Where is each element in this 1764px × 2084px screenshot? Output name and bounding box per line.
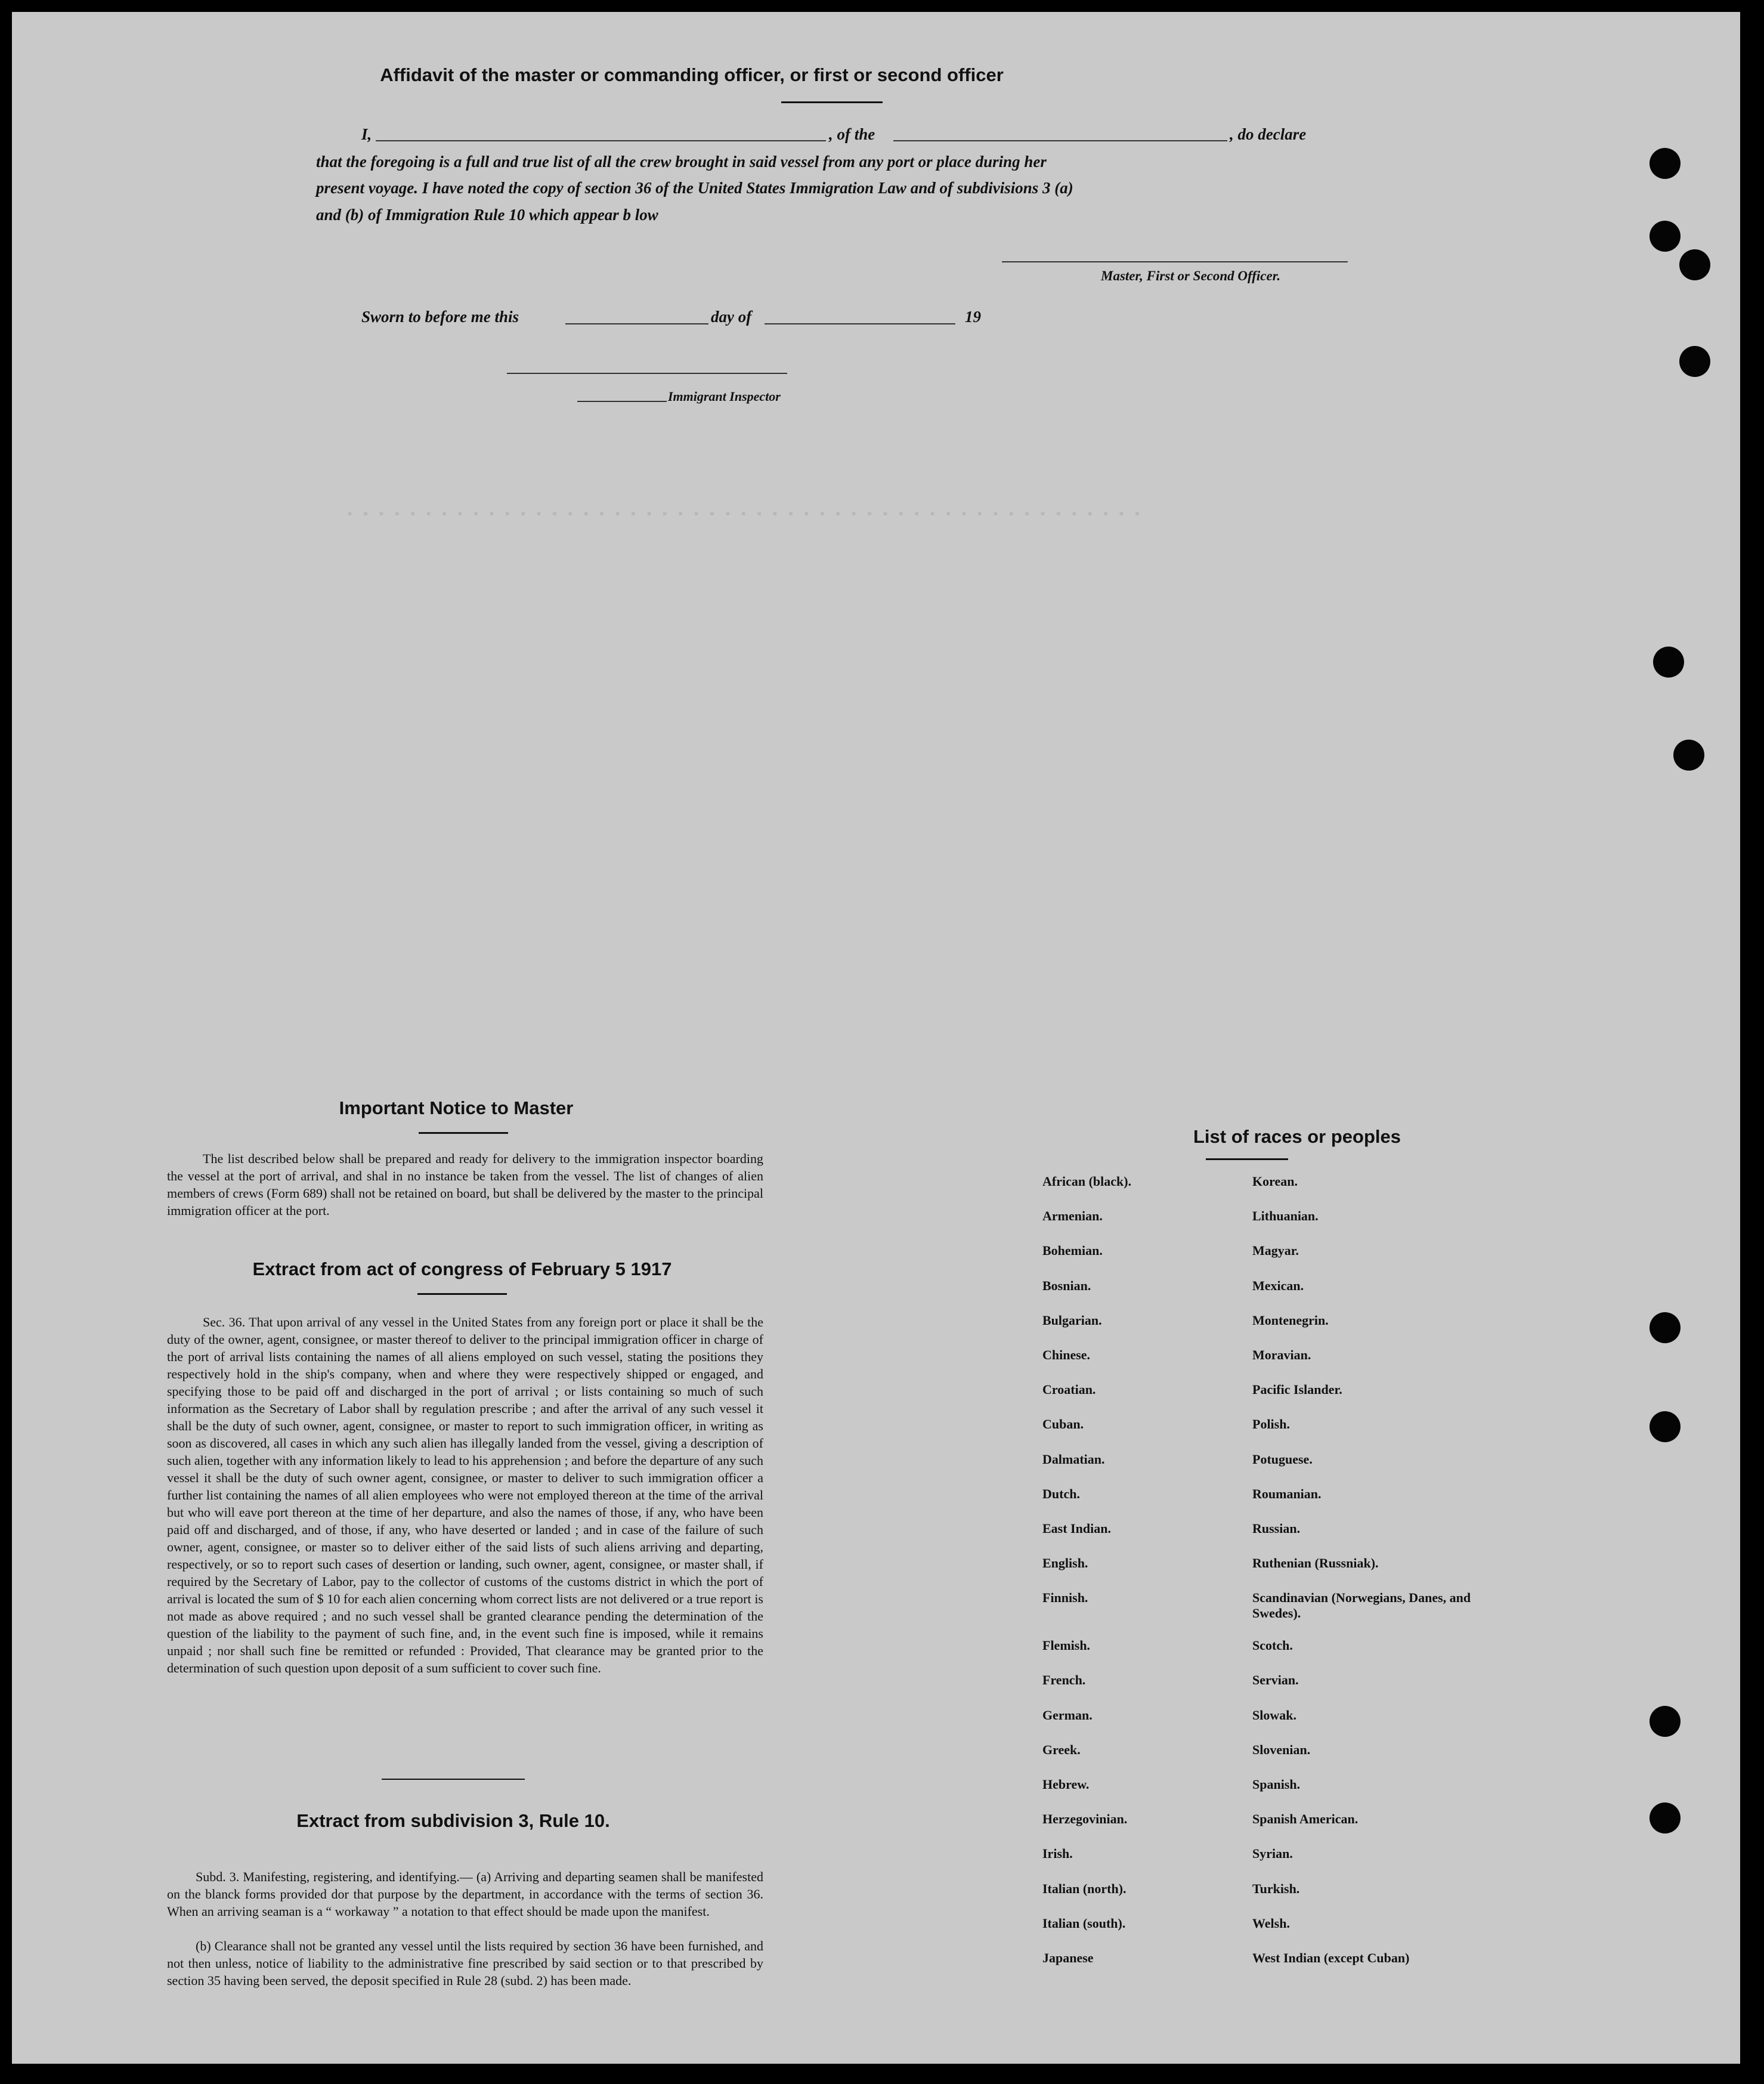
- race-item: French.: [1042, 1672, 1086, 1688]
- race-item: English.: [1042, 1556, 1088, 1571]
- notice-title: Important Notice to Master: [339, 1097, 574, 1118]
- race-item: Turkish.: [1252, 1881, 1300, 1896]
- race-item: Herzegovinian.: [1042, 1811, 1128, 1827]
- master-signature-label: Master, First or Second Officer.: [1101, 268, 1281, 283]
- race-item: Magyar.: [1252, 1243, 1299, 1259]
- affidavit-of-the-label: , of the: [829, 125, 875, 143]
- race-item: Bohemian.: [1042, 1243, 1103, 1259]
- race-item: Italian (south).: [1042, 1915, 1126, 1931]
- rule-extract-text-a: Subd. 3. Manifesting, registering, and identifying.— (a) Arriving and departing seamen shall be manifested on the blanck forms provided dor that purpose by the department, in accordance with the terms of section 36. When an arriving seaman is a “ workaway ” a notation to that effect should be made upon the manifest.: [167, 1869, 763, 1919]
- act-extract-title: Extract from act of congress of February 5 1917: [252, 1259, 672, 1279]
- punch-hole: [1650, 1802, 1681, 1833]
- punch-hole: [1650, 1706, 1681, 1737]
- race-item: Japanese: [1042, 1950, 1094, 1965]
- bleed-through: ▪ ▪ ▪ ▪ ▪ ▪ ▪ ▪ ▪ ▪ ▪ ▪ ▪ ▪ ▪ ▪ ▪ ▪ ▪ ▪ ▪ ▪ ▪ ▪ ▪ ▪ ▪ ▪ ▪ ▪ ▪ ▪ ▪ ▪ ▪ ▪ ▪ ▪ ▪ ▪ ▪ ▪ ▪ ▪ ▪ ▪ ▪ ▪ ▪ ▪ ▪: [346, 507, 1141, 522]
- race-item: Russian.: [1252, 1520, 1301, 1536]
- affidavit-line-3: present voyage. I have noted the copy of section 36 of the United States Immigration Law and of subdivisions 3 (a): [316, 179, 1073, 197]
- race-item: Slovenian.: [1252, 1742, 1311, 1757]
- race-item: West Indian (except Cuban): [1252, 1950, 1410, 1965]
- race-item: Hebrew.: [1042, 1777, 1090, 1792]
- form-page: [12, 12, 1740, 2064]
- race-item: Italian (north).: [1042, 1881, 1127, 1896]
- race-item: Mexican.: [1252, 1278, 1304, 1293]
- race-item: Greek.: [1042, 1742, 1081, 1757]
- race-item: Scotch.: [1252, 1638, 1293, 1653]
- punch-hole: [1679, 249, 1710, 280]
- day-of-label: day of: [711, 308, 752, 326]
- race-item: Finnish.: [1042, 1590, 1088, 1606]
- rule-extract-text-b: (b) Clearance shall not be granted any vessel until the lists required by section 36 have been furnished, and not then unless, notice of liability to the administrative fine prescribed by said section or to that prescribed by section 35 having been served, the deposit specified in Rule 28 (subd. 2) has been made.: [167, 1938, 763, 1988]
- name-blank[interactable]: [376, 140, 826, 141]
- race-item: Dutch.: [1042, 1486, 1080, 1501]
- sworn-day-blank[interactable]: [565, 323, 708, 324]
- race-item: Croatian.: [1042, 1382, 1096, 1397]
- race-item: Korean.: [1252, 1174, 1298, 1189]
- master-signature-line[interactable]: [1002, 261, 1348, 262]
- punch-hole: [1650, 148, 1681, 179]
- race-item: Dalmatian.: [1042, 1451, 1105, 1467]
- race-item: Flemish.: [1042, 1638, 1091, 1653]
- race-item: Spanish.: [1252, 1777, 1301, 1792]
- punch-hole: [1650, 1411, 1681, 1442]
- race-item: Armenian.: [1042, 1208, 1103, 1224]
- race-item: Pacific Islander.: [1252, 1382, 1342, 1397]
- race-item: Spanish American.: [1252, 1811, 1358, 1827]
- section-divider: [382, 1779, 525, 1780]
- notice-text: The list described below shall be prepared and ready for delivery to the immigration inspector boarding the vessel at the port of arrival, and shal in no instance be taken from the vessel. The list of changes of alien members of crews (Form 689) shall not be retained on board, but shall be delivered by the master to the principal immigration officer at the port.: [167, 1151, 763, 1218]
- title-rule: [781, 101, 883, 103]
- race-item: African (black).: [1042, 1174, 1132, 1189]
- race-item: East Indian.: [1042, 1520, 1111, 1536]
- race-item: Roumanian.: [1252, 1486, 1322, 1501]
- affidavit-line-4: and (b) of Immigration Rule 10 which appear b low: [316, 206, 658, 224]
- race-item: Chinese.: [1042, 1347, 1091, 1362]
- race-item: Welsh.: [1252, 1915, 1290, 1931]
- punch-hole: [1650, 1312, 1681, 1343]
- title-rule: [417, 1293, 507, 1295]
- races-left-column: [1042, 1174, 1131, 1985]
- race-item: Moravian.: [1252, 1347, 1311, 1362]
- races-title: List of races or peoples: [1193, 1126, 1401, 1147]
- inspector-label: Immigrant Inspector: [668, 389, 781, 404]
- punch-hole: [1650, 221, 1681, 252]
- race-item: Servian.: [1252, 1672, 1299, 1688]
- sworn-month-blank[interactable]: [765, 323, 955, 324]
- race-item: Polish.: [1252, 1417, 1290, 1432]
- race-item: Montenegrin.: [1252, 1312, 1329, 1328]
- inspector-signature-line[interactable]: [507, 373, 787, 374]
- act-extract-text: Sec. 36. That upon arrival of any vessel in the United States from any foreign port or place it shall be the duty of the owner, agent, consignee, or master thereof to deliver to the principal immigration officer in charge of the port of arrival lists containing the names of all aliens employed on such vessel, stating the positions they respectively hold in the ship's company, when and where they were respectively shipped or engaged, and specifying those to be paid off and discharged in the port of arrival ; or lists containing so much of such information as the Secretary of Labor shall by regulation prescribe ; and after the arrival of any such vessel it shall be the duty of such owner, agent, consignee, or master to report to such immigration officer, in writing as soon as discovered, all cases in which any such alien has illegally landed from the vessel, giving a description of such alien, together with any information likely to lead to his apprehension ; and before the departure of any such vessel it shall be the duty of such owner agent, consignee, or master to deliver to such immigration officer a further list containing the names of all alien employees who were not employed thereon at the time of the arrival but who will eave port thereon at the time of her departure, and also the names of those, if any, who have been paid off and discharged, and of those, if any, who have deserted or landed ; and in case of the failure of such owner, agent, consignee, or master so to deliver either of the said lists of such aliens arriving and departing, respectively, or so to report such cases of desertion or landing, such owner, agent, consignee, or master shall, if required by the Secretary of Labor, pay to the collector of customs of the customs district in which the port of arrival is located the sum of $ 10 for each alien concerning whom correct lists are not delivered or a true report is not made as above required ; and no such vessel shall be granted clearance pending the determination of the question of the liability to the payment of such fine, and, in the event such fine is imposed, while it remains unpaid ; nor shall such fine be remitted or refunded : Provided, That clearance may be granted prior to the determination of such question upon deposit of a sum sufficient to cover such fine.: [167, 1315, 763, 1675]
- race-item: Bosnian.: [1042, 1278, 1091, 1293]
- punch-hole: [1653, 647, 1684, 678]
- rule-extract-title: Extract from subdivision 3, Rule 10.: [296, 1810, 610, 1831]
- race-item: Ruthenian (Russniak).: [1252, 1556, 1379, 1571]
- affidavit-i-label: I,: [361, 125, 372, 143]
- affidavit-declare-label: , do declare: [1230, 125, 1307, 143]
- vessel-blank[interactable]: [893, 140, 1227, 141]
- races-right-column: [1252, 1174, 1479, 1985]
- race-item: Lithuanian.: [1252, 1208, 1319, 1224]
- race-item: Bulgarian.: [1042, 1312, 1102, 1328]
- race-item: Syrian.: [1252, 1846, 1293, 1862]
- race-item: Slowak.: [1252, 1707, 1296, 1723]
- affidavit-line-2: that the foregoing is a full and true list of all the crew brought in said vessel from any port or place during her: [316, 153, 1047, 171]
- year-label: 19: [965, 308, 981, 326]
- punch-hole: [1679, 346, 1710, 377]
- race-item: Potuguese.: [1252, 1451, 1313, 1467]
- race-item: Irish.: [1042, 1846, 1073, 1862]
- sworn-label: Sworn to before me this: [361, 308, 519, 326]
- inspector-short-line: [577, 401, 667, 402]
- punch-hole: [1673, 740, 1704, 771]
- title-rule: [419, 1132, 508, 1134]
- race-item: Cuban.: [1042, 1417, 1084, 1432]
- affidavit-title: Affidavit of the master or commanding officer, or first or second officer: [380, 64, 1004, 85]
- title-rule: [1206, 1158, 1288, 1160]
- race-item: German.: [1042, 1707, 1093, 1723]
- race-item: Scandinavian (Norwegians, Danes, and Swedes).: [1252, 1590, 1471, 1621]
